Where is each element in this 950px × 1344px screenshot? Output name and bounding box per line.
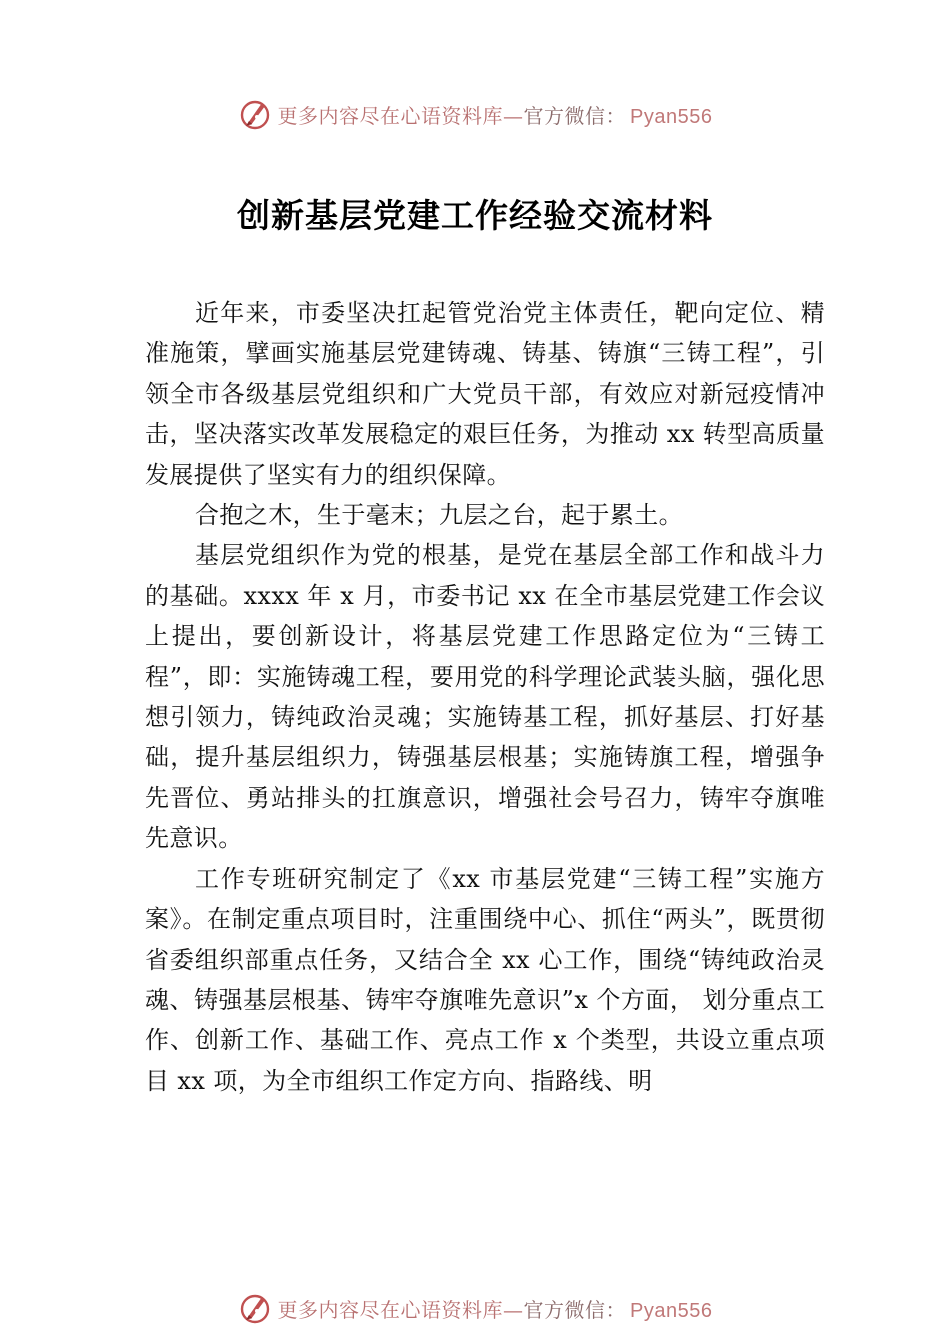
banner-dash: — [503,103,524,128]
banner-wechat-id: Pyan556 [630,1299,713,1322]
banner-text [278,1294,713,1323]
pen-seal-icon [238,97,272,131]
paragraph-4: 工作专班研究制定了《xx 市基层党建“三铸工程”实施方案》。在制定重点项目时，注重围绕中心、抓住“两头”，既贯彻省委组织部重点任务，又结合全 xx 心工作，围绕“铸纯政治灵魂、铸强基层根基、铸牢夺旗唯先意识”x 个方面， 划分重点工作、创新工作、基础工作、亮点工作 x 个类型，共设立重点项目 xx 项，为全市组织工作定方向、指路线、明 [145,864,825,1095]
paragraph-3: 基层党组织作为党的根基，是党在基层全部工作和战斗力的基础。xxxx 年 x 月，市委书记 xx 在全市基层党建工作会议上提出，要创新设计，将基层党建工作思路定位为“三铸工程”，即：实施铸魂工程，要用党的科学理论武装头脑，强化思想引领力，铸纯政治灵魂；实施铸基工程，抓好基层、打好基础，提升基层组织力，铸强基层根基；实施铸旗工程，增强争先晋位、勇站排头的扛旗意识，增强社会号召力，铸牢夺旗唯先意识。 [145,541,825,853]
banner-wechat-label: 官方微信： [523,1297,627,1322]
banner-slogan: 更多内容尽在心语资料库 [277,1297,504,1322]
pen-seal-icon [238,1291,272,1325]
banner-wechat-id: Pyan556 [630,105,713,128]
footer-banner [0,1288,950,1328]
document-body [145,293,825,1101]
document-title: 创新基层党建工作经验交流材料 [237,196,713,235]
banner-slogan: 更多内容尽在心语资料库 [277,103,504,128]
banner-wechat-label: 官方微信： [523,103,627,128]
banner-dash: — [503,1297,524,1322]
header-banner [0,94,950,134]
paragraph-2: 合抱之木，生于毫末；九层之台，起于累土。 [195,501,683,530]
paragraph-1: 近年来，市委坚决扛起管党治党主体责任，靶向定位、精准施策，擘画实施基层党建铸魂、铸基、铸旗“三铸工程”，引领全市各级基层党组织和广大党员干部，有效应对新冠疫情冲击，坚决落实改革发展稳定的艰巨任务，为推动 xx 转型高质量发展提供了坚实有力的组织保障。 [145,299,825,489]
banner-text [278,100,713,129]
